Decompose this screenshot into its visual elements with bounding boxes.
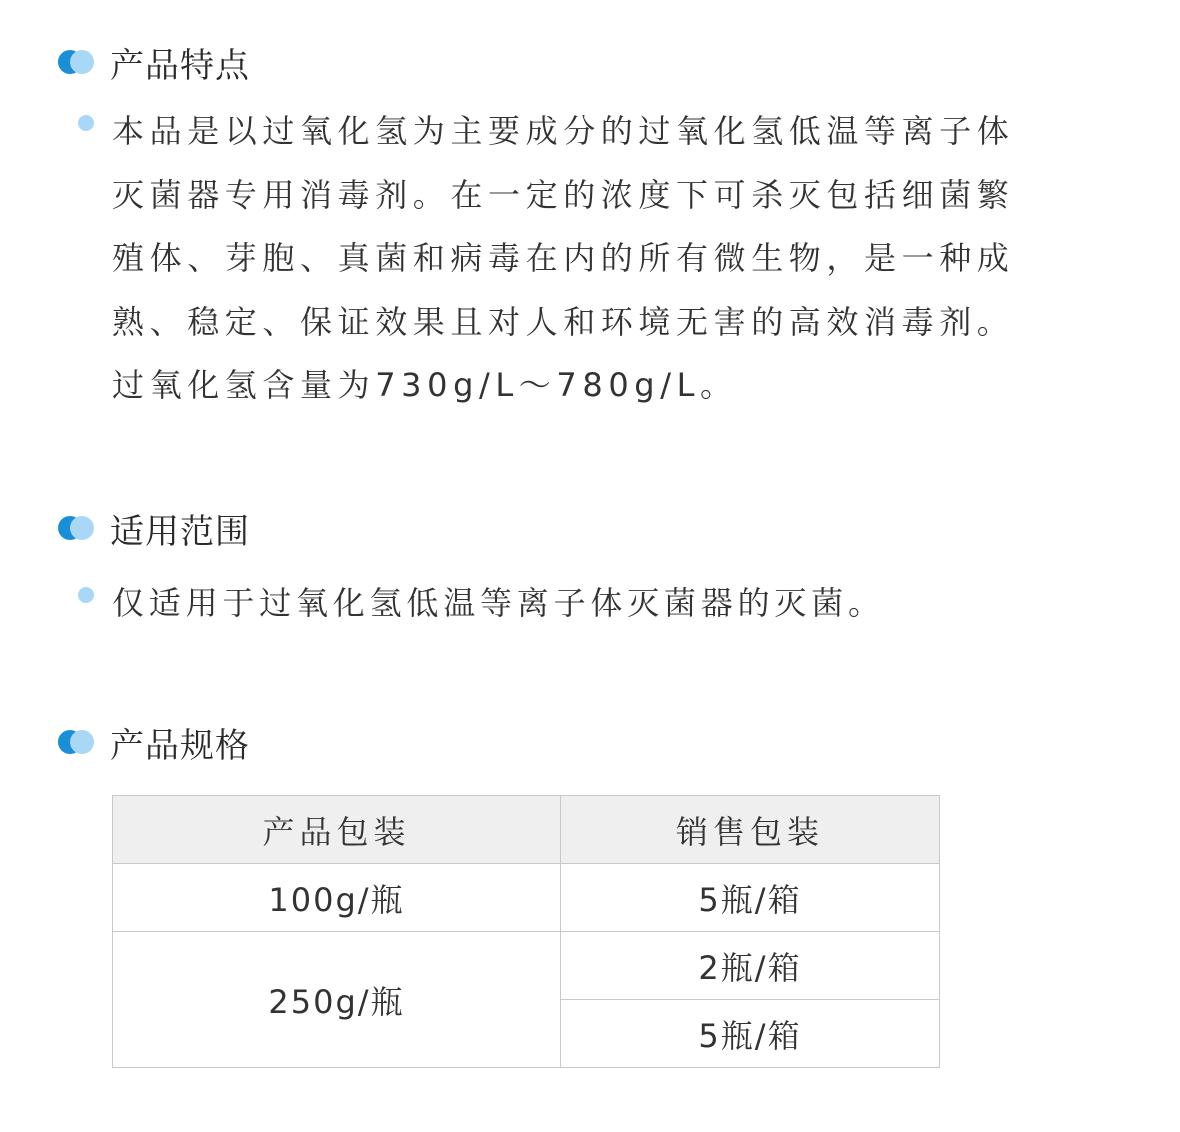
features-line: 熟、稳定、保证效果且对人和环境无害的高效消毒剂。 [112,302,1015,341]
double-circle-icon [58,49,96,75]
bullet-dot-icon [78,587,94,603]
features-text [112,100,1052,418]
section-header-scope [58,506,250,550]
header-product-package: 产品包装 [113,796,561,864]
scope-paragraph [78,572,885,636]
features-paragraph [78,100,1052,418]
double-circle-icon [58,515,96,541]
header-sales-package: 销售包装 [561,796,940,864]
bullet-dot-icon [78,115,94,131]
table-row [113,932,940,1000]
double-circle-icon [58,729,96,755]
features-line: 灭菌器专用消毒剂。在一定的浓度下可杀灭包括细菌繁 [112,175,1015,214]
table-row [113,864,940,932]
cell-sales: 5瓶/箱 [561,864,940,932]
features-line: 本品是以过氧化氢为主要成分的过氧化氢低温等离子体 [112,112,1015,150]
cell-product: 100g/瓶 [113,864,561,932]
section-header-specs [58,720,250,764]
cell-sales: 2瓶/箱 [561,932,940,1000]
section-title-scope: 适用范围 [110,511,250,552]
spec-table [112,795,940,1068]
section-header-features [58,40,250,84]
features-line: 殖体、芽胞、真菌和病毒在内的所有微生物，是一种成 [112,239,1015,277]
table-header-row [113,796,940,864]
cell-product: 250g/瓶 [113,932,561,1068]
scope-text: 仅适用于过氧化氢低温等离子体灭菌器的灭菌。 [112,584,885,622]
section-title-features: 产品特点 [110,45,250,86]
section-title-specs: 产品规格 [110,725,250,766]
cell-sales: 5瓶/箱 [561,1000,940,1068]
features-line: 过氧化氢含量为730g/L～780g/L。 [112,366,738,404]
